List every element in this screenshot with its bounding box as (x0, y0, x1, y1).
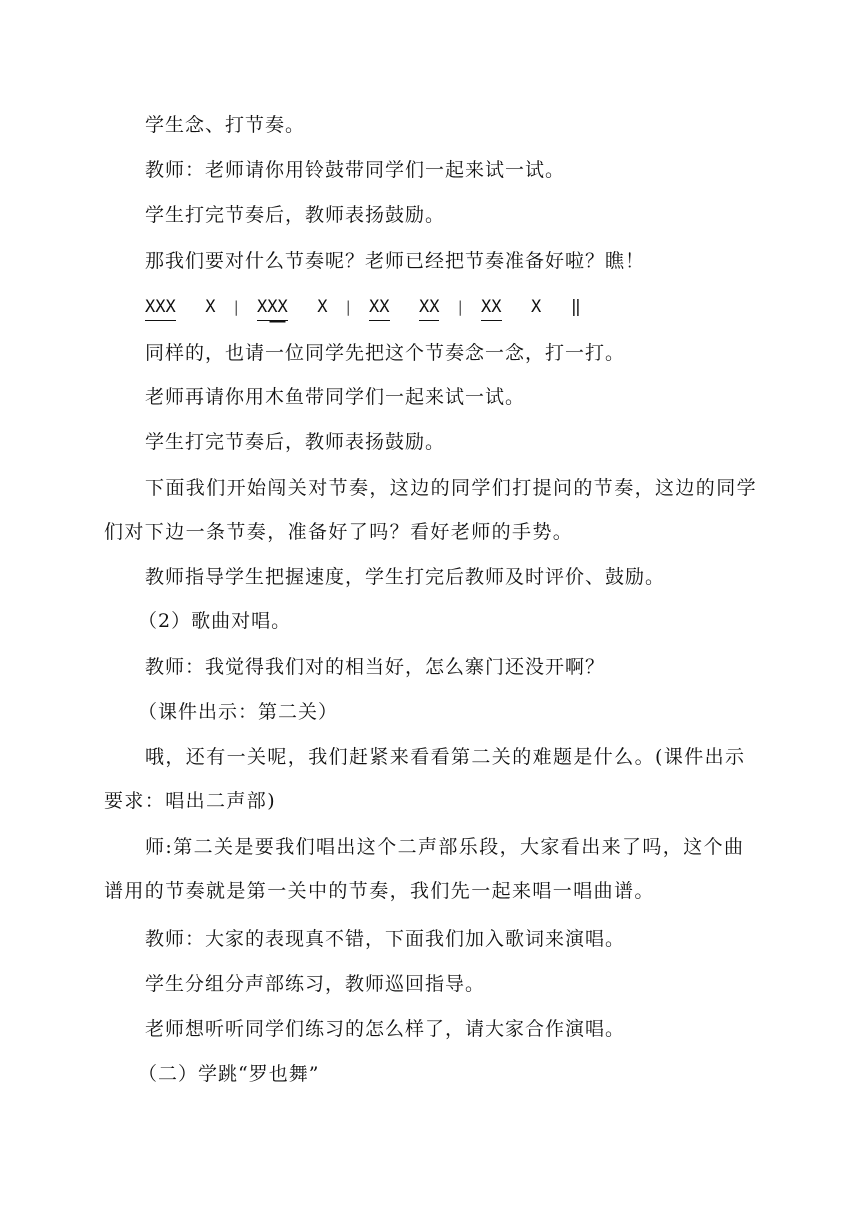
rhythm-note: XX (481, 295, 501, 321)
barline: | (343, 298, 353, 316)
section-heading: （二）学跳“罗也舞” (138, 1063, 320, 1085)
paragraph: 教师：我觉得我们对的相当好，怎么寨门还没开啊？ (145, 656, 606, 678)
paragraph: 教师指导学生把握速度，学生打完后教师及时评价、鼓励。 (145, 566, 666, 588)
paragraph: 哦，还有一关呢，我们赶紧来看看第二关的难题是什么。(课件出示要求：唱出二声部) (104, 746, 746, 812)
paragraph: 同样的，也请一位同学先把这个节奏念一念，打一打。 (145, 342, 626, 364)
rhythm-note: X (257, 295, 267, 321)
paragraph: 教师：大家的表现真不错，下面我们加入歌词来演唱。 (145, 928, 626, 950)
rhythm-note: XX (267, 295, 287, 321)
barline: | (455, 298, 465, 316)
rhythm-note: XX (369, 295, 389, 321)
paragraph: 学生打完节奏后，教师表扬鼓励。 (145, 204, 446, 226)
paragraph: 老师想听听同学们练习的怎么样了，请大家合作演唱。 (145, 1018, 626, 1040)
paragraph: 学生念、打节奏。 (145, 114, 306, 136)
paragraph: 学生打完节奏后，教师表扬鼓励。 (145, 431, 446, 453)
paragraph: 那我们要对什么节奏呢？老师已经把节奏准备好啦？瞧！ (145, 250, 646, 272)
paragraph: （课件出示：第二关） (138, 701, 339, 723)
rhythm-note: X (317, 297, 328, 317)
barline: | (231, 298, 241, 316)
rhythm-notation (145, 295, 581, 321)
section-heading: （2）歌曲对唱。 (138, 610, 292, 632)
end-barline: ‖ (570, 297, 581, 317)
rhythm-note: XXX (145, 295, 176, 321)
rhythm-note: X (205, 297, 216, 317)
paragraph: 老师再请你用木鱼带同学们一起来试一试。 (145, 386, 526, 408)
paragraph: 下面我们开始闯关对节奏，这边的同学们打提问的节奏，这边的同学们对下边一条节奏，准备好了吗？看好老师的手势。 (104, 477, 758, 543)
paragraph: 教师：老师请你用铃鼓带同学们一起来试一试。 (145, 159, 566, 181)
paragraph: 学生分组分声部练习，教师巡回指导。 (145, 973, 486, 995)
rhythm-note: XX (419, 295, 439, 321)
rhythm-note: X (531, 297, 542, 317)
paragraph: 师:第二关是要我们唱出这个二声部乐段，大家看出来了吗，这个曲谱用的节奏就是第一关中的节奏，我们先一起来唱一唱曲谱。 (104, 836, 745, 902)
